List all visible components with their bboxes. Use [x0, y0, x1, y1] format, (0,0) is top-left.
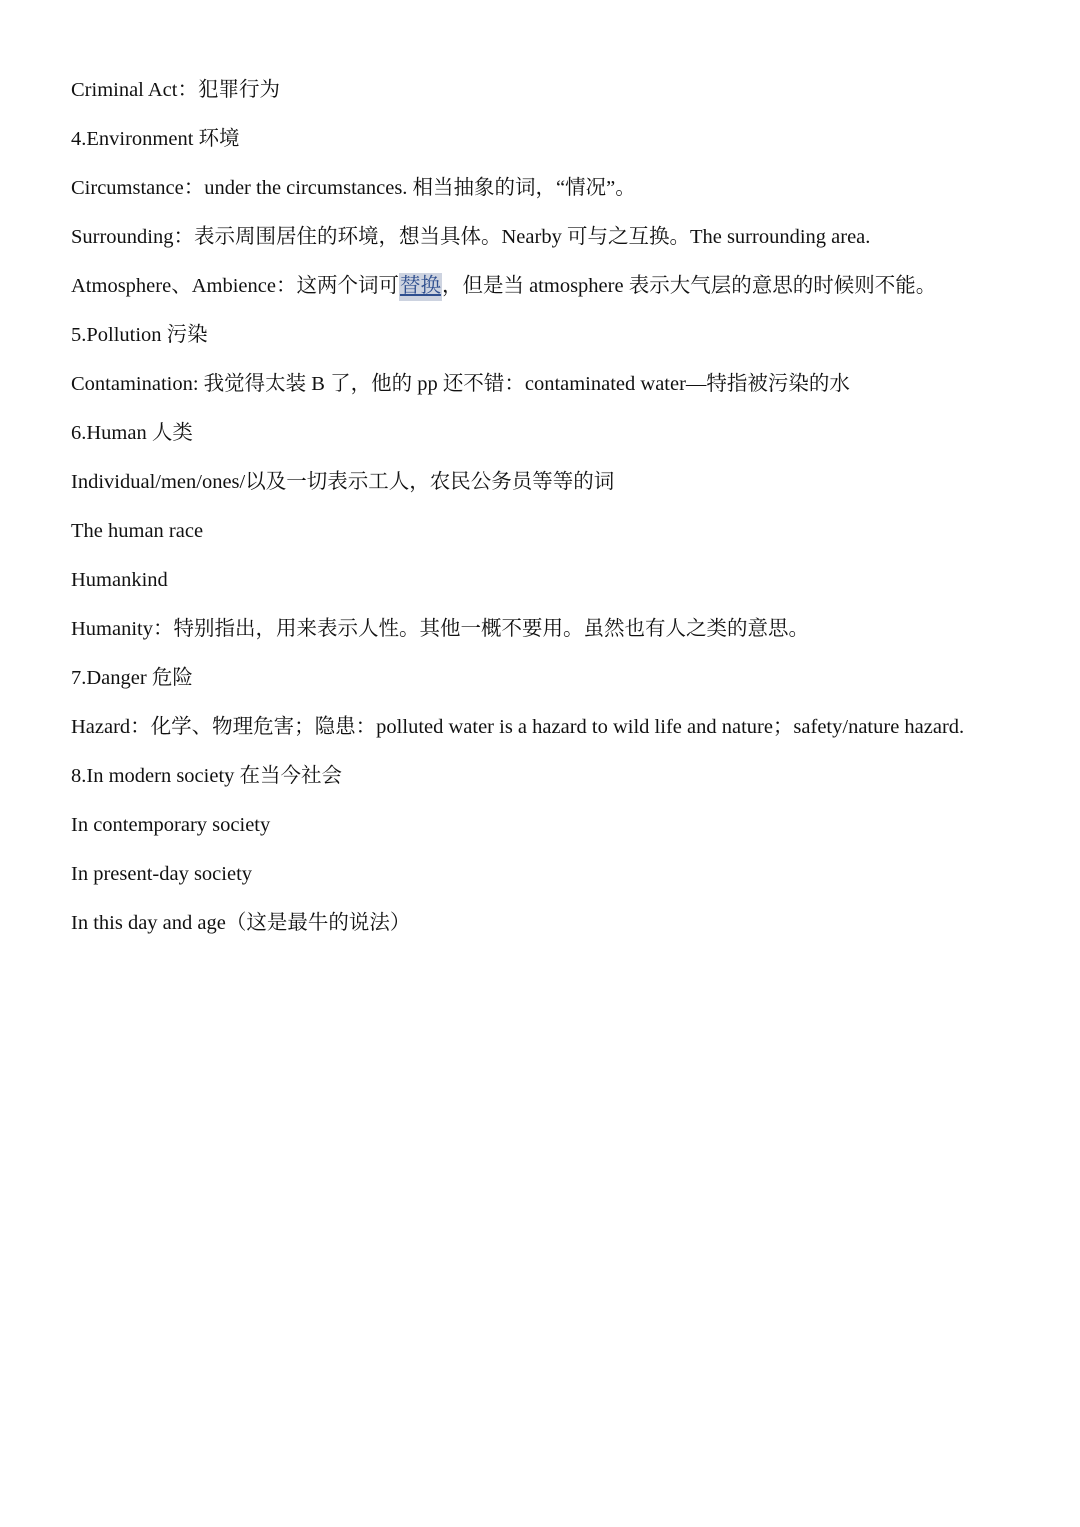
section-heading: 5.Pollution 污染: [71, 324, 208, 346]
highlighted-link[interactable]: 替换: [399, 273, 442, 301]
text-line: In contemporary society: [71, 814, 271, 836]
text-line: Surrounding：表示周围居住的环境，想当具体。Nearby 可与之互换。The surrounding area.: [71, 226, 871, 248]
text-line: Individual/men/ones/以及一切表示工人，农民公务员等等的词: [71, 471, 615, 493]
text-line: Circumstance：under the circumstances. 相当抽象的词，“情况”。: [71, 177, 636, 199]
text-line: Contamination: 我觉得太装 B 了，他的 pp 还不错：contaminated water—特指被污染的水: [71, 373, 850, 395]
text-segment: Atmosphere、Ambience：这两个词可: [71, 275, 399, 297]
text-line: Humankind: [71, 569, 168, 591]
section-heading: 6.Human 人类: [71, 422, 193, 444]
text-line: Humanity：特别指出，用来表示人性。其他一概不要用。虽然也有人之类的意思。: [71, 618, 809, 640]
text-segment: ，但是当 atmosphere 表示大气层的意思的时候则不能。: [441, 275, 937, 297]
text-line: Hazard：化学、物理危害；隐患：polluted water is a hazard to wild life and nature；safety/nature hazard.: [71, 716, 965, 738]
text-line: Criminal Act：犯罪行为: [71, 79, 280, 101]
text-line: In this day and age（这是最牛的说法）: [71, 912, 411, 934]
section-heading: 4.Environment 环境: [71, 128, 240, 150]
text-line: In present-day society: [71, 863, 253, 885]
section-heading: 8.In modern society 在当今社会: [71, 765, 343, 787]
text-line: The human race: [71, 520, 204, 542]
section-heading: 7.Danger 危险: [71, 667, 193, 689]
text-line: [71, 273, 936, 299]
